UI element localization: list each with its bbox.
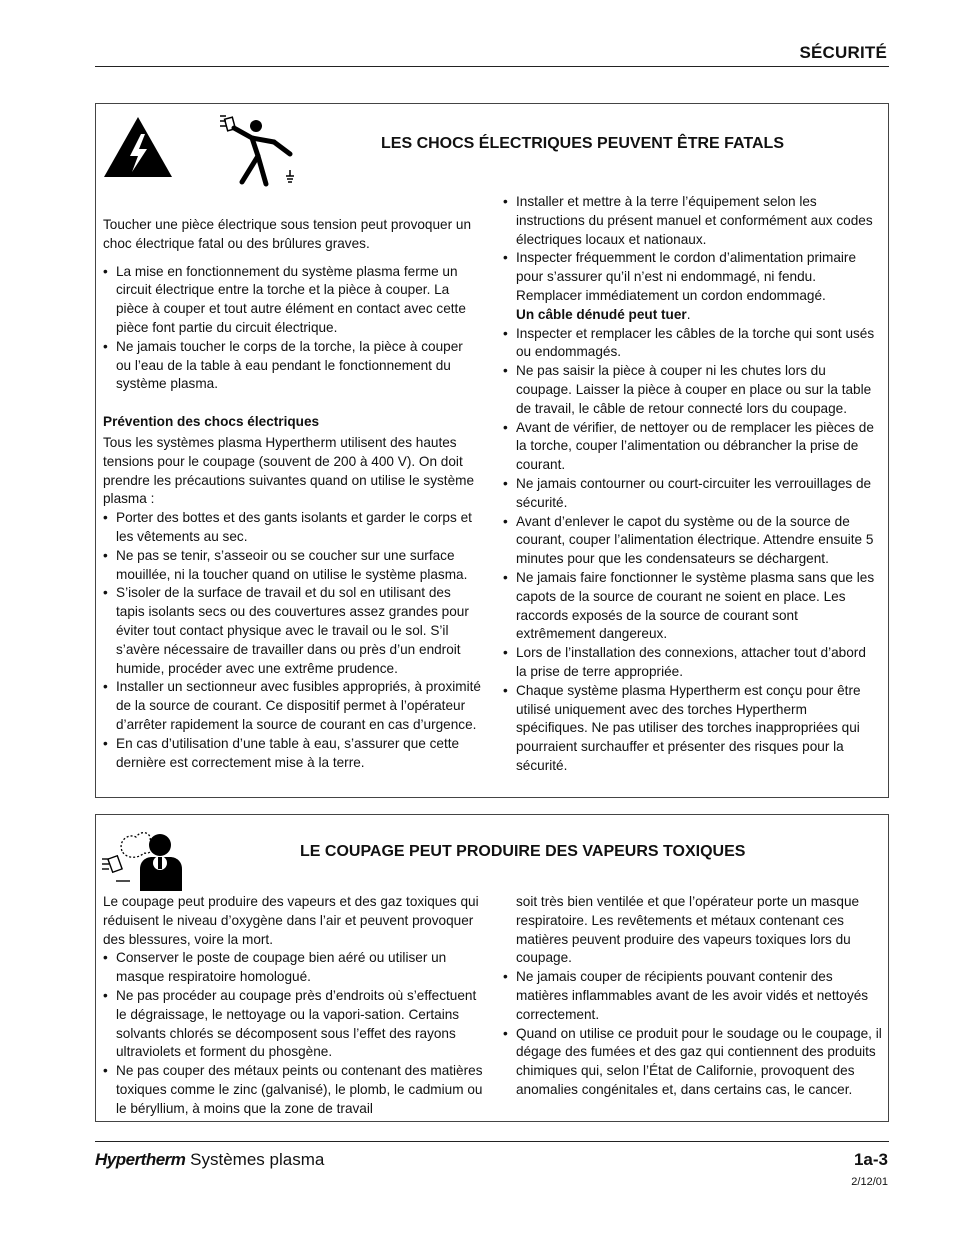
list-item: • Ne pas procéder au coupage près d’endroits où s’effectuent le dégraissage, le nettoyage ou la vapori-sation. Certains solvants chlorés se décomposent sous l’effet des rayons ultraviolets et forment du phosgène. <box>103 987 483 1062</box>
list-item: • Installer un sectionneur avec fusibles appropriés, à proximité de la source de courant. Ce dispositif permet à l’opérateur d’arrêter rapidement la source de courant en cas d’urgence. <box>103 678 481 734</box>
electric-shock-right-column <box>503 193 879 776</box>
list-item: • Ne pas couper des métaux peints ou contenant des matières toxiques comme le zinc (galvanisé), le plomb, le cadmium ou le béryllium, à moins que la zone de travail <box>103 1062 483 1118</box>
revision-date: 2/12/01 <box>851 1176 888 1188</box>
page-number: 1a-3 <box>853 1150 888 1169</box>
toxic-fumes-icon <box>100 827 184 891</box>
list-item: • Ne jamais toucher le corps de la torche, la pièce à couper ou l’eau de la table à eau pendant le fonctionnement du système plasma. <box>103 338 481 394</box>
list-item: • Installer et mettre à la terre l’équipement selon les instructions du présent manuel et conformément aux codes électriques locaux et nationaux. <box>503 193 879 249</box>
list-item: • Avant d’enlever le capot du système ou de la source de courant, couper l’alimentation électrique. Attendre ensuite 5 minutes pour que les condensateurs se déchargent. <box>503 513 879 569</box>
footer-rule <box>95 1141 889 1142</box>
toxic-fumes-section <box>95 814 889 1122</box>
list-item: • Ne pas se tenir, s’asseoir ou se coucher sur une surface mouillée, ni la toucher quand on utilise le système plasma. <box>103 547 481 585</box>
footer-subtitle: Systèmes plasma <box>190 1150 325 1169</box>
page-header-title: SÉCURITÉ <box>799 43 887 62</box>
toxic-fumes-left-column <box>103 893 483 1119</box>
list-item: • Ne jamais contourner ou court-circuiter les verrouillages de sécurité. <box>503 475 879 513</box>
electric-shock-title: LES CHOCS ÉLECTRIQUES PEUVENT ÊTRE FATALS <box>381 135 784 152</box>
prevention-intro: Tous les systèmes plasma Hypertherm utilisent des hautes tensions pour le coupage (souvent de 200 à 400 V). On doit prendre les précautions suivantes quand on utilise le système plasma : <box>103 434 475 507</box>
electrocution-icon <box>218 112 300 188</box>
electric-shock-section <box>95 103 889 798</box>
prevention-heading: Prévention des chocs électriques <box>103 414 320 430</box>
list-item-continuation: soit très bien ventilée et que l’opérateur porte un masque respiratoire. Les revêtements et métaux contenant ces matières peuvent produire des vapeurs toxiques lors du coupage. <box>516 894 860 966</box>
warning-period: . <box>686 306 691 322</box>
list-item: • Quand on utilise ce produit pour le soudage ou le coupage, il dégage des fumées et des gaz qui contiennent des produits chimiques qui, selon l’État de Californie, provoquent des anomalies congénitales et, dans certains cas, le cancer. <box>503 1025 883 1100</box>
list-item: • Ne pas saisir la pièce à couper ni les chutes lors du coupage. Laisser la pièce à couper en place ou sur la table de travail, le câble de retour connecté lors du coupage. <box>503 362 879 418</box>
cord-inspection-text: Inspecter fréquemment le cordon d’alimentation primaire pour s’assurer qu’il n’est ni endommagé, ni fendu. Remplacer immédiatement un cordon endommagé. <box>516 250 857 303</box>
header-rule <box>95 66 889 67</box>
list-item <box>503 249 879 324</box>
bare-cable-warning: Un câble dénudé peut tuer <box>516 306 687 322</box>
list-item: • Porter des bottes et des gants isolants et garder le corps et les vêtements au sec. <box>103 509 481 547</box>
list-item: • En cas d’utilisation d’une table à eau, s’assurer que cette dernière est correctement mise à la terre. <box>103 735 481 773</box>
list-item: • Ne jamais faire fonctionner le système plasma sans que les capots de la source de courant ne soient en place. Les raccords exposés de la source de courant sont extrêmement dangereux. <box>503 569 879 644</box>
list-item: • Inspecter et remplacer les câbles de la torche qui sont usés ou endommagés. <box>503 325 879 363</box>
list-item: • Ne jamais couper de récipients pouvant contenir des matières inflammables avant de les avoir vidés et nettoyés correctement. <box>503 968 883 1024</box>
toxic-fumes-right-column <box>503 893 883 1100</box>
list-item: • Avant de vérifier, de nettoyer ou de remplacer les pièces de la torche, couper l’alimentation ou débrancher la prise de courant. <box>503 419 879 475</box>
electric-shock-left-column <box>103 216 481 772</box>
list-item: • Lors de l’installation des connexions, attacher tout d’abord la prise de terre appropriée. <box>503 644 879 682</box>
list-item: • La mise en fonctionnement du système plasma ferme un circuit électrique entre la torche et la pièce à couper. La pièce à couper et tout autre élément en contact avec cette pièce font partie du circuit électrique. <box>103 263 481 338</box>
toxic-fumes-title: LE COUPAGE PEUT PRODUIRE DES VAPEURS TOXIQUES <box>300 843 746 860</box>
list-item: • Conserver le poste de coupage bien aéré ou utiliser un masque respiratoire homologué. <box>103 949 483 987</box>
fumes-intro: Le coupage peut produire des vapeurs et des gaz toxiques qui réduisent le niveau d’oxygène dans l’air et peuvent provoquer des blessures, voire la mort. <box>103 894 479 947</box>
high-voltage-warning-icon <box>103 116 173 178</box>
footer-brand <box>95 1150 324 1170</box>
shock-intro: Toucher une pièce électrique sous tension peut provoquer un choc électrique fatal ou des brûlures graves. <box>103 217 472 251</box>
hypertherm-logo: Hypertherm <box>95 1150 186 1169</box>
list-item: • S’isoler de la surface de travail et du sol en utilisant des tapis isolants secs ou des couvertures assez grandes pour éviter tout contact physique avec le travail ou le sol. S’il s’avère nécessaire de travailler dans ou près d’un endroit humide, procéder avec une extrême prudence. <box>103 584 481 678</box>
list-item: • Chaque système plasma Hypertherm est conçu pour être utilisé uniquement avec des torches Hypertherm spécifiques. Ne pas utiliser des torches inappropriées qui pourraient surchauffer et présenter des risques pour la sécurité. <box>503 682 879 776</box>
